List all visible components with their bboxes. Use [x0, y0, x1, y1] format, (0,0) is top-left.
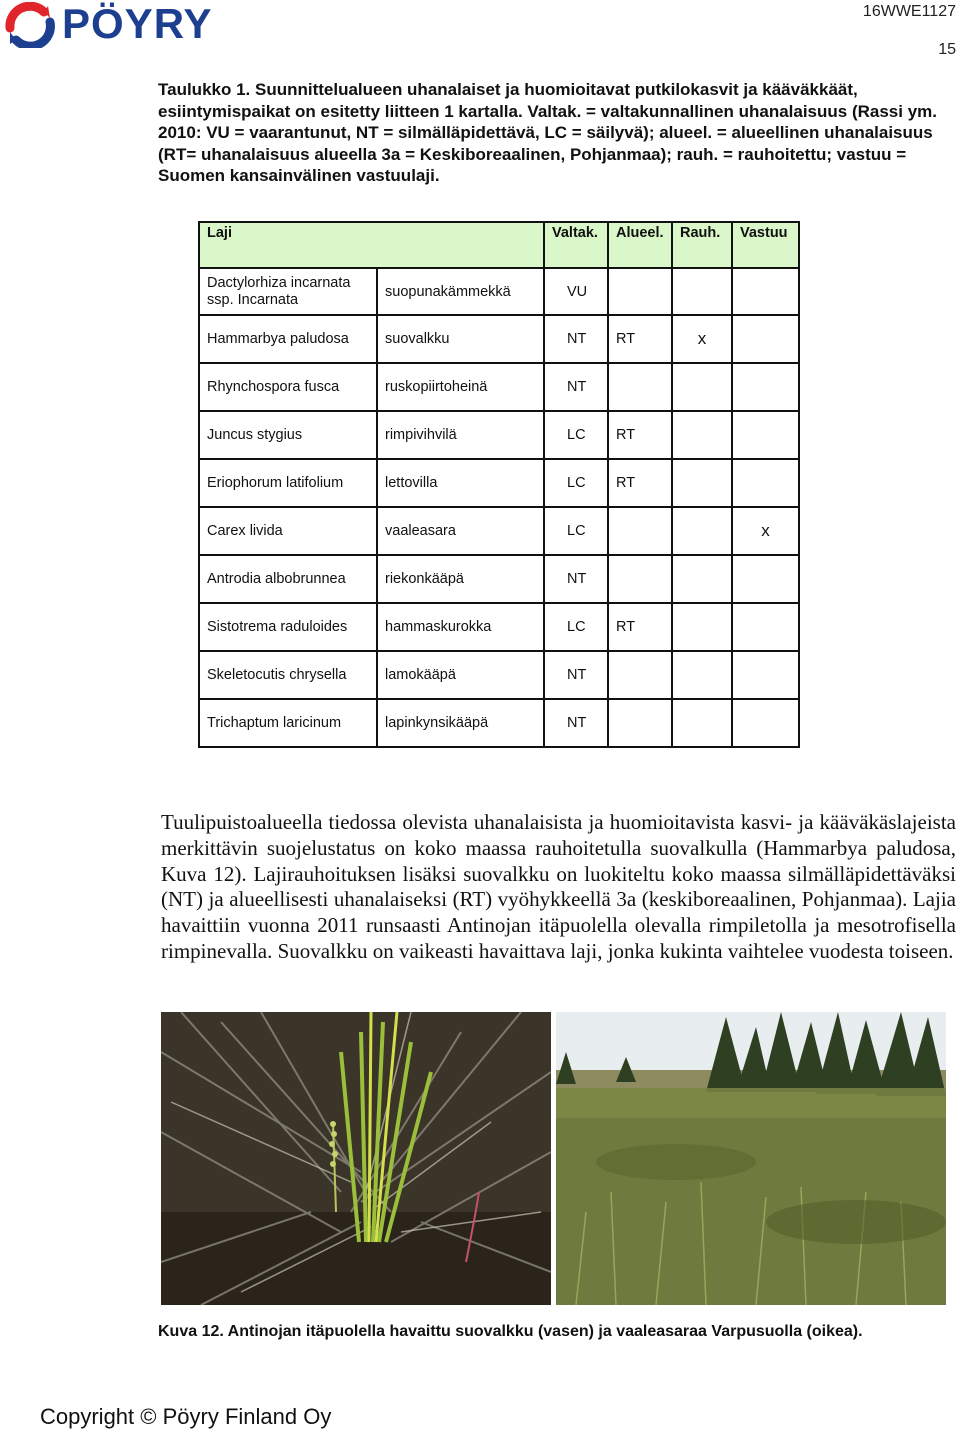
cell-latin: Trichaptum laricinum	[199, 699, 377, 747]
cell-valtak: NT	[544, 363, 608, 411]
cell-vastuu	[732, 699, 799, 747]
header-valtak: Valtak.	[544, 222, 608, 268]
cell-latin: Dactylorhiza incarnata ssp. Incarnata	[199, 268, 377, 315]
cell-finnish: riekonkääpä	[377, 555, 544, 603]
table-header-row	[199, 222, 799, 268]
cell-alueel: RT	[608, 315, 672, 363]
cell-vastuu	[732, 651, 799, 699]
cell-valtak: NT	[544, 651, 608, 699]
mire-landscape-photo-icon	[556, 1012, 946, 1305]
cell-rauh	[672, 603, 732, 651]
cell-rauh: x	[672, 315, 732, 363]
cell-finnish: vaaleasara	[377, 507, 544, 555]
cell-rauh	[672, 459, 732, 507]
photo-varpusuo-mire	[556, 1012, 946, 1305]
cell-latin: Hammarbya paludosa	[199, 315, 377, 363]
cell-finnish: ruskopiirtoheinä	[377, 363, 544, 411]
table-row	[199, 555, 799, 603]
cell-valtak: LC	[544, 603, 608, 651]
cell-vastuu	[732, 363, 799, 411]
cell-alueel	[608, 555, 672, 603]
cell-finnish: lapinkynsikääpä	[377, 699, 544, 747]
cell-finnish: hammaskurokka	[377, 603, 544, 651]
cell-finnish: lamokääpä	[377, 651, 544, 699]
cell-latin: Juncus stygius	[199, 411, 377, 459]
cell-vastuu	[732, 268, 799, 315]
table-row	[199, 315, 799, 363]
cell-rauh	[672, 651, 732, 699]
cell-valtak: NT	[544, 555, 608, 603]
document-id: 16WWE1127	[862, 3, 956, 20]
cell-latin: Carex livida	[199, 507, 377, 555]
cell-valtak: LC	[544, 507, 608, 555]
photo-hammarbya-paludosa	[161, 1012, 551, 1305]
cell-finnish: lettovilla	[377, 459, 544, 507]
cell-rauh	[672, 268, 732, 315]
cell-vastuu	[732, 315, 799, 363]
cell-valtak: VU	[544, 268, 608, 315]
cell-latin: Sistotrema raduloides	[199, 603, 377, 651]
cell-vastuu	[732, 555, 799, 603]
table-row	[199, 507, 799, 555]
cell-vastuu	[732, 603, 799, 651]
cell-finnish: rimpivihvilä	[377, 411, 544, 459]
cell-valtak: LC	[544, 411, 608, 459]
copyright-footer: Copyright © Pöyry Finland Oy	[40, 1404, 332, 1429]
table-row	[199, 699, 799, 747]
logo-wordmark: PÖYRY	[62, 0, 213, 47]
cell-alueel: RT	[608, 411, 672, 459]
cell-latin: Rhynchospora fusca	[199, 363, 377, 411]
cell-alueel	[608, 651, 672, 699]
cell-alueel	[608, 507, 672, 555]
header-rauh: Rauh.	[672, 222, 732, 268]
cell-vastuu	[732, 459, 799, 507]
bog-orchid-photo-icon	[161, 1012, 551, 1305]
cell-latin: Eriophorum latifolium	[199, 459, 377, 507]
header-alueel: Alueel.	[608, 222, 672, 268]
cell-alueel	[608, 699, 672, 747]
table-row	[199, 603, 799, 651]
poyry-logo-mark-icon	[4, 2, 62, 48]
cell-valtak: NT	[544, 315, 608, 363]
header-vastuu: Vastuu	[732, 222, 799, 268]
cell-rauh	[672, 555, 732, 603]
cell-alueel	[608, 268, 672, 315]
body-paragraph: Tuulipuistoalueella tiedossa olevista uhanalaisista ja huomioitavista kasvi- ja kääväkäslajeista merkittävin suojelustatus on koko maassa rauhoitetulla suovalkulla (Hammarbya paludosa, Kuva 12). Lajirauhoituksen lisäksi suovalkku on luokiteltu koko maassa silmälläpidettäväksi (NT) ja alueellisesti uhanalaiseksi (RT) vyöhykkeellä 3a (keskiboreaalinen, Pohjanmaa). Lajia havaittiin vuonna 2011 runsaasti Antinojan itäpuolella olevalla rimpiletolla ja mesotrofisella rimpinevalla. Suovalkku on vaikeasti havaittava laji, jonka kukinta vaihtelee vuodesta toiseen.	[161, 810, 956, 963]
cell-rauh	[672, 363, 732, 411]
table-row	[199, 651, 799, 699]
cell-valtak: LC	[544, 459, 608, 507]
cell-alueel	[608, 363, 672, 411]
cell-rauh	[672, 699, 732, 747]
species-table	[198, 221, 800, 748]
header-blank	[377, 222, 544, 268]
cell-rauh	[672, 411, 732, 459]
cell-latin: Skeletocutis chrysella	[199, 651, 377, 699]
table-row	[199, 363, 799, 411]
table-row	[199, 268, 799, 315]
figure-caption: Kuva 12. Antinojan itäpuolella havaittu suovalkku (vasen) ja vaaleasaraa Varpusuolla (oikea).	[158, 1323, 863, 1340]
cell-alueel: RT	[608, 603, 672, 651]
cell-vastuu	[732, 411, 799, 459]
table-row	[199, 411, 799, 459]
cell-latin: Antrodia albobrunnea	[199, 555, 377, 603]
table-row	[199, 459, 799, 507]
cell-valtak: NT	[544, 699, 608, 747]
cell-alueel: RT	[608, 459, 672, 507]
cell-finnish: suovalkku	[377, 315, 544, 363]
cell-rauh	[672, 507, 732, 555]
header-laji: Laji	[199, 222, 377, 268]
cell-finnish: suopunakämmekkä	[377, 268, 544, 315]
page-number: 15	[938, 41, 956, 58]
cell-vastuu: x	[732, 507, 799, 555]
table-caption: Taulukko 1. Suunnittelualueen uhanalaiset ja huomioitavat putkilokasvit ja kääväkkäät, esiintymispaikat on esitetty liitteen 1 kartalla. Valtak. = valtakunnallinen uhanalaisuus (Rassi ym. 2010: VU = vaarantunut, NT = silmälläpidettävä, LC = säilyvä); alueel. = alueellinen uhanalaisuus (RT= uhanalaisuus alueella 3a = Keskiboreaalinen, Pohjanmaa); rauh. = rauhoitettu; vastuu = Suomen kansainvälinen vastuulaji.	[158, 80, 937, 186]
